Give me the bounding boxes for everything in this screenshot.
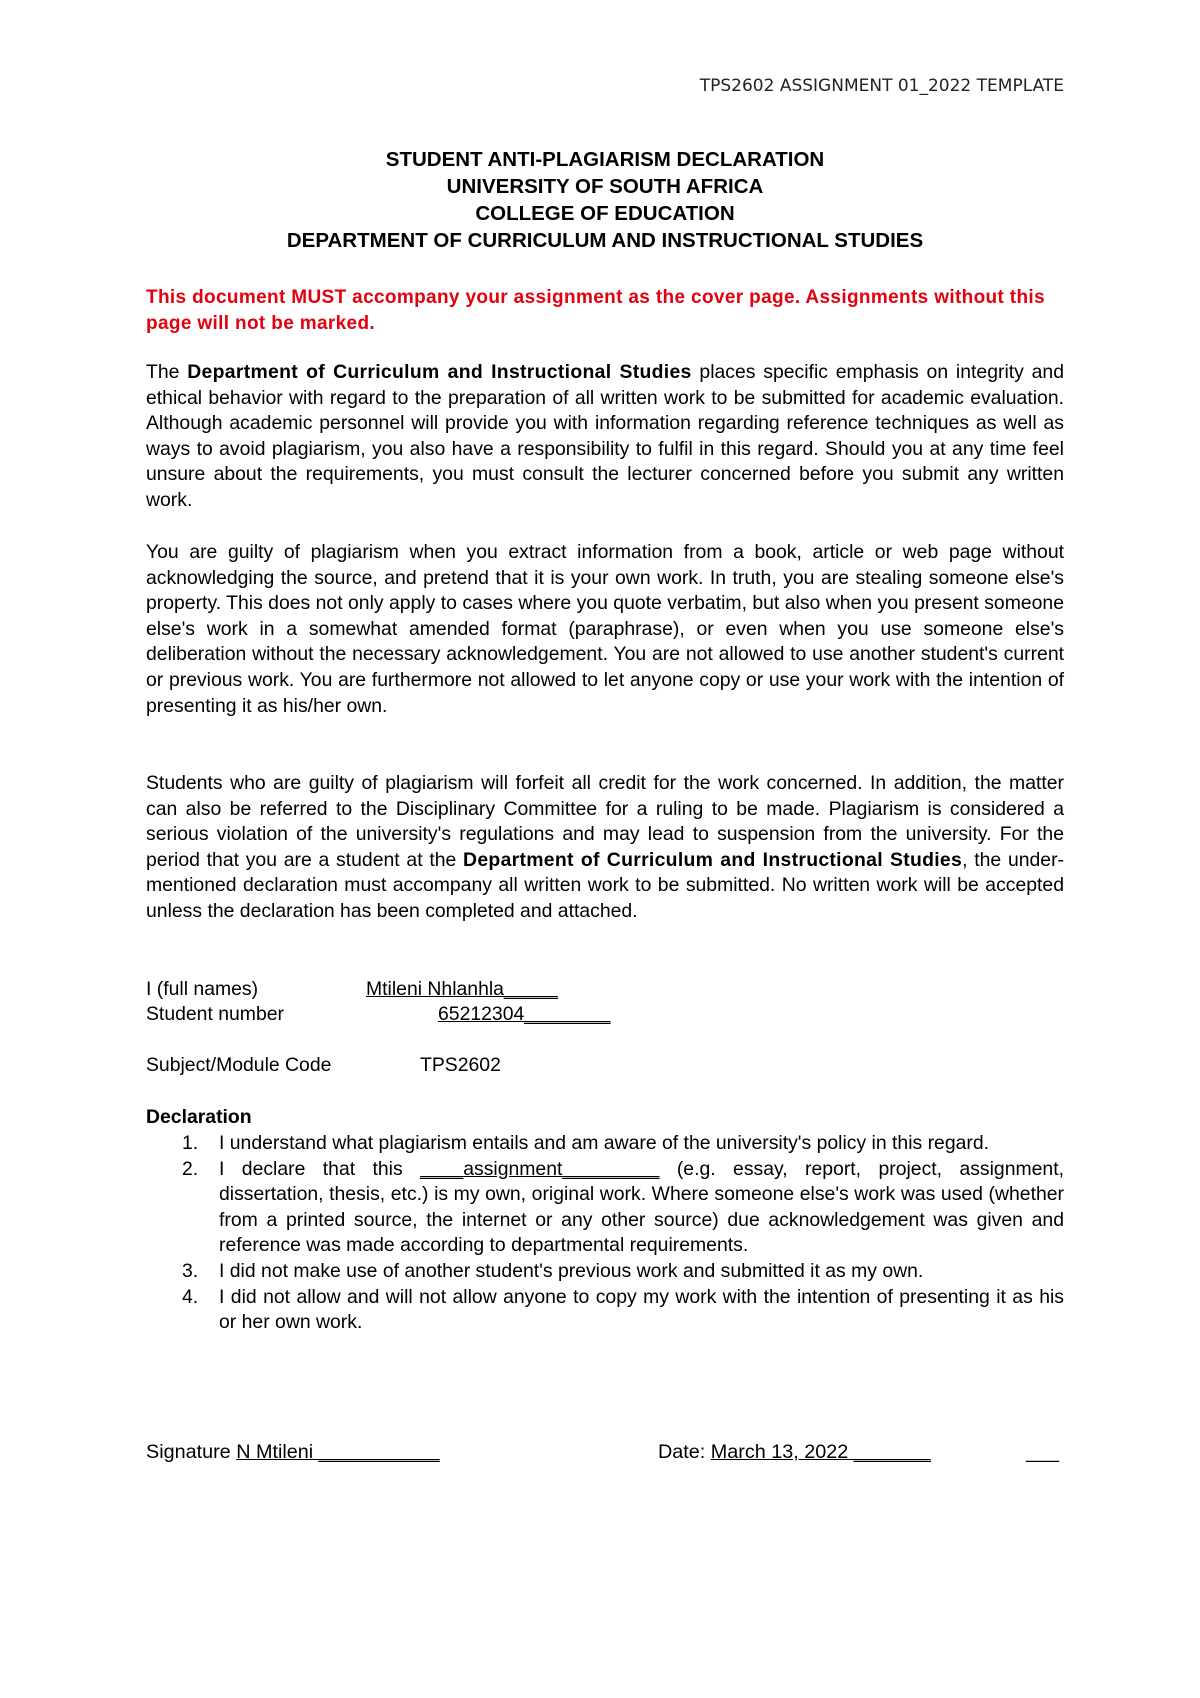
- date-value: March 13, 2022 _______: [710, 1441, 931, 1463]
- declaration-item-number: 4.: [182, 1285, 199, 1308]
- declaration-item-text: I did not allow and will not allow anyone to copy my work with the intention of presenting it as his or her own work.: [219, 1285, 1064, 1334]
- declaration-item: [146, 1259, 1064, 1285]
- declaration-heading: Declaration: [146, 1106, 252, 1128]
- paragraph-consequences-post: , the under-mentioned declaration must accompany all written work to be submitted. No written work will be accepted unless the declaration has been completed and attached.: [146, 848, 1064, 922]
- title-declaration: STUDENT ANTI-PLAGIARISM DECLARATION: [385, 148, 825, 171]
- paragraph-plagiarism-definition: You are guilty of plagiarism when you extract information from a book, article or web page without acknowledging the source, and pretend that it is your own work. In truth, you are stealing someone else's property. This does not only apply to cases where you quote verbatim, but also when you present someone else's work in a somewhat amended format (paraphrase), or even when you use someone else's deliberation without the necessary acknowledgement. You are not allowed to use another student's current or previous work. You are furthermore not allowed to let anyone copy or use your work with the intention of presenting it as his/her own.: [146, 541, 1064, 717]
- document-page: [146, 0, 1064, 1698]
- declaration-item-text: I understand what plagiarism entails and am aware of the university's policy in this regard.: [219, 1132, 990, 1154]
- declaration-list: [146, 1131, 1064, 1336]
- student-number-value: 65212304________: [438, 1003, 611, 1025]
- signature-value: N Mtileni ___________: [236, 1441, 440, 1463]
- paragraph-integrity: [146, 360, 1064, 514]
- declaration-item-number: 3.: [182, 1259, 199, 1282]
- paragraph-consequences: [146, 771, 1064, 925]
- work-type-blank-post: _________: [562, 1157, 660, 1180]
- full-names-label: I (full names): [146, 978, 259, 1000]
- work-type-value: assignment: [463, 1157, 563, 1180]
- date-line: [658, 1440, 931, 1465]
- header-note: TPS2602 ASSIGNMENT 01_2022 TEMPLATE: [699, 76, 1064, 96]
- paragraph-integrity-post: places specific emphasis on integrity and ethical behavior with regard to the preparation of all written work to be submitted for academic evaluation. Although academic personnel will provide you with information regarding reference techniques as well as ways to avoid plagiarism, you also have a responsibility to fulfil in this regard. Should you at any time feel unsure about the requirements, you must consult the lecturer concerned before you submit any written work.: [146, 361, 1064, 511]
- module-code-label: Subject/Module Code: [146, 1054, 332, 1076]
- declaration-item-number: 2.: [182, 1157, 199, 1180]
- department-name-bold: Department of Curriculum and Instructional Studies: [463, 848, 963, 871]
- declaration-item: [146, 1157, 1064, 1259]
- date-label: Date:: [658, 1441, 711, 1463]
- paragraph-integrity-pre: The: [146, 361, 188, 383]
- cover-page-warning: This document MUST accompany your assignment as the cover page. Assignments without this page will not be marked.: [146, 287, 1045, 334]
- department-name-bold: Department of Curriculum and Instructional Studies: [187, 361, 692, 383]
- signature-label: Signature: [146, 1441, 237, 1463]
- module-code-value: TPS2602: [420, 1054, 501, 1076]
- declaration-item: [146, 1131, 1064, 1157]
- title-department: DEPARTMENT OF CURRICULUM AND INSTRUCTIONAL STUDIES: [286, 229, 924, 252]
- declaration-item-text-pre: I declare that this: [219, 1157, 421, 1180]
- full-names-value: Mtileni Nhlanhla_____: [366, 978, 558, 1000]
- title-block: [146, 146, 1064, 254]
- declaration-item-number: 1.: [182, 1132, 199, 1154]
- signature-line: [146, 1440, 440, 1465]
- work-type-blank-pre: ____: [420, 1157, 464, 1180]
- declaration-item: [146, 1285, 1064, 1336]
- student-number-label: Student number: [146, 1003, 284, 1025]
- trailing-blank: ___: [1026, 1441, 1060, 1463]
- declaration-item-text-post: (e.g. essay, report, project, assignment, dissertation, thesis, etc.) is my own, original work. Where someone else's work was used (whether from a printed source, the internet or any other source) due acknowledgement was given and reference was made according to departmental requirements.: [219, 1157, 1064, 1257]
- paragraph-consequences-pre: Students who are guilty of plagiarism will forfeit all credit for the work concerned. In addition, the matter can also be referred to the Disciplinary Committee for a ruling to be made. Plagiarism is considered a serious violation of the university's regulations and may lead to suspension from the university. For the period that you are a student at the: [146, 772, 1064, 871]
- declaration-item-text: I did not make use of another student's previous work and submitted it as my own.: [219, 1259, 924, 1282]
- title-college: COLLEGE OF EDUCATION: [475, 202, 735, 225]
- title-university: UNIVERSITY OF SOUTH AFRICA: [446, 175, 764, 198]
